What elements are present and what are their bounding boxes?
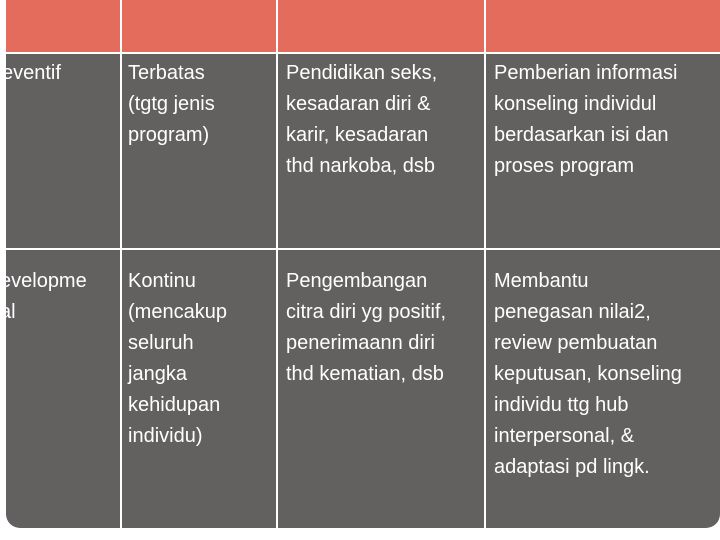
row2-category-cell: evelopme al — [0, 270, 87, 323]
row-divider — [6, 248, 720, 250]
row2-services-cell: Membantu penegasan nilai2, review pembuatan keputusan, konseling individu ttg hub interpersonal, & adaptasi pd lingk. — [494, 270, 682, 478]
row1-category-cell: eventif — [2, 62, 61, 84]
column-divider-1 — [120, 0, 122, 528]
table-header-row — [6, 0, 720, 52]
column-divider-3 — [484, 0, 486, 528]
row2-topics-cell: Pengembangan citra diri yg positif, penerimaann diri thd kematian, dsb — [286, 270, 447, 385]
column-divider-2 — [276, 0, 278, 528]
row1-services-cell: Pemberian informasi konseling individul berdasarkan isi dan proses program — [494, 62, 678, 177]
row2-scope-cell: Kontinu (mencakup seluruh jangka kehidupan individu) — [128, 270, 227, 447]
header-divider — [6, 52, 720, 54]
row1-topics-cell: Pendidikan seks, kesadaran diri & karir, kesadaran thd narkoba, dsb — [286, 62, 438, 177]
row1-scope-cell: Terbatas (tgtg jenis program) — [128, 62, 215, 146]
